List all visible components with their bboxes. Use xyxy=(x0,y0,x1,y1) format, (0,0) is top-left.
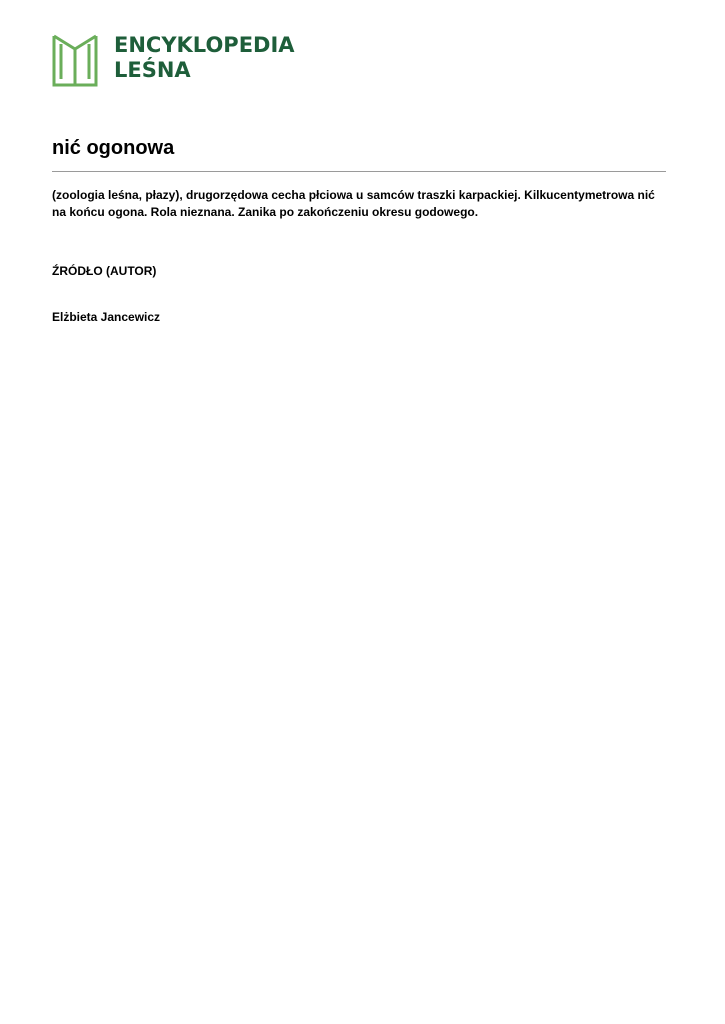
open-book-icon xyxy=(52,32,98,88)
entry-definition: (zoologia leśna, płazy), drugorzędowa cecha płciowa u samców traszki karpackiej. Kilkucentymetrowa nić na końcu ogona. Rola nieznana. Zanika po zakończeniu okresu godowego. xyxy=(52,188,655,219)
logo-line-1: ENCYKLOPEDIA xyxy=(114,33,295,57)
logo-line-2: LEŚNA xyxy=(114,58,191,82)
source-author: Elżbieta Jancewicz xyxy=(52,310,161,324)
logo-wordmark xyxy=(114,33,295,83)
encyklopedia-lesna-logo xyxy=(52,32,295,88)
entry-title: nić ogonowa xyxy=(52,137,175,159)
title-divider xyxy=(52,171,666,172)
source-heading: ŹRÓDŁO (AUTOR) xyxy=(52,264,157,278)
